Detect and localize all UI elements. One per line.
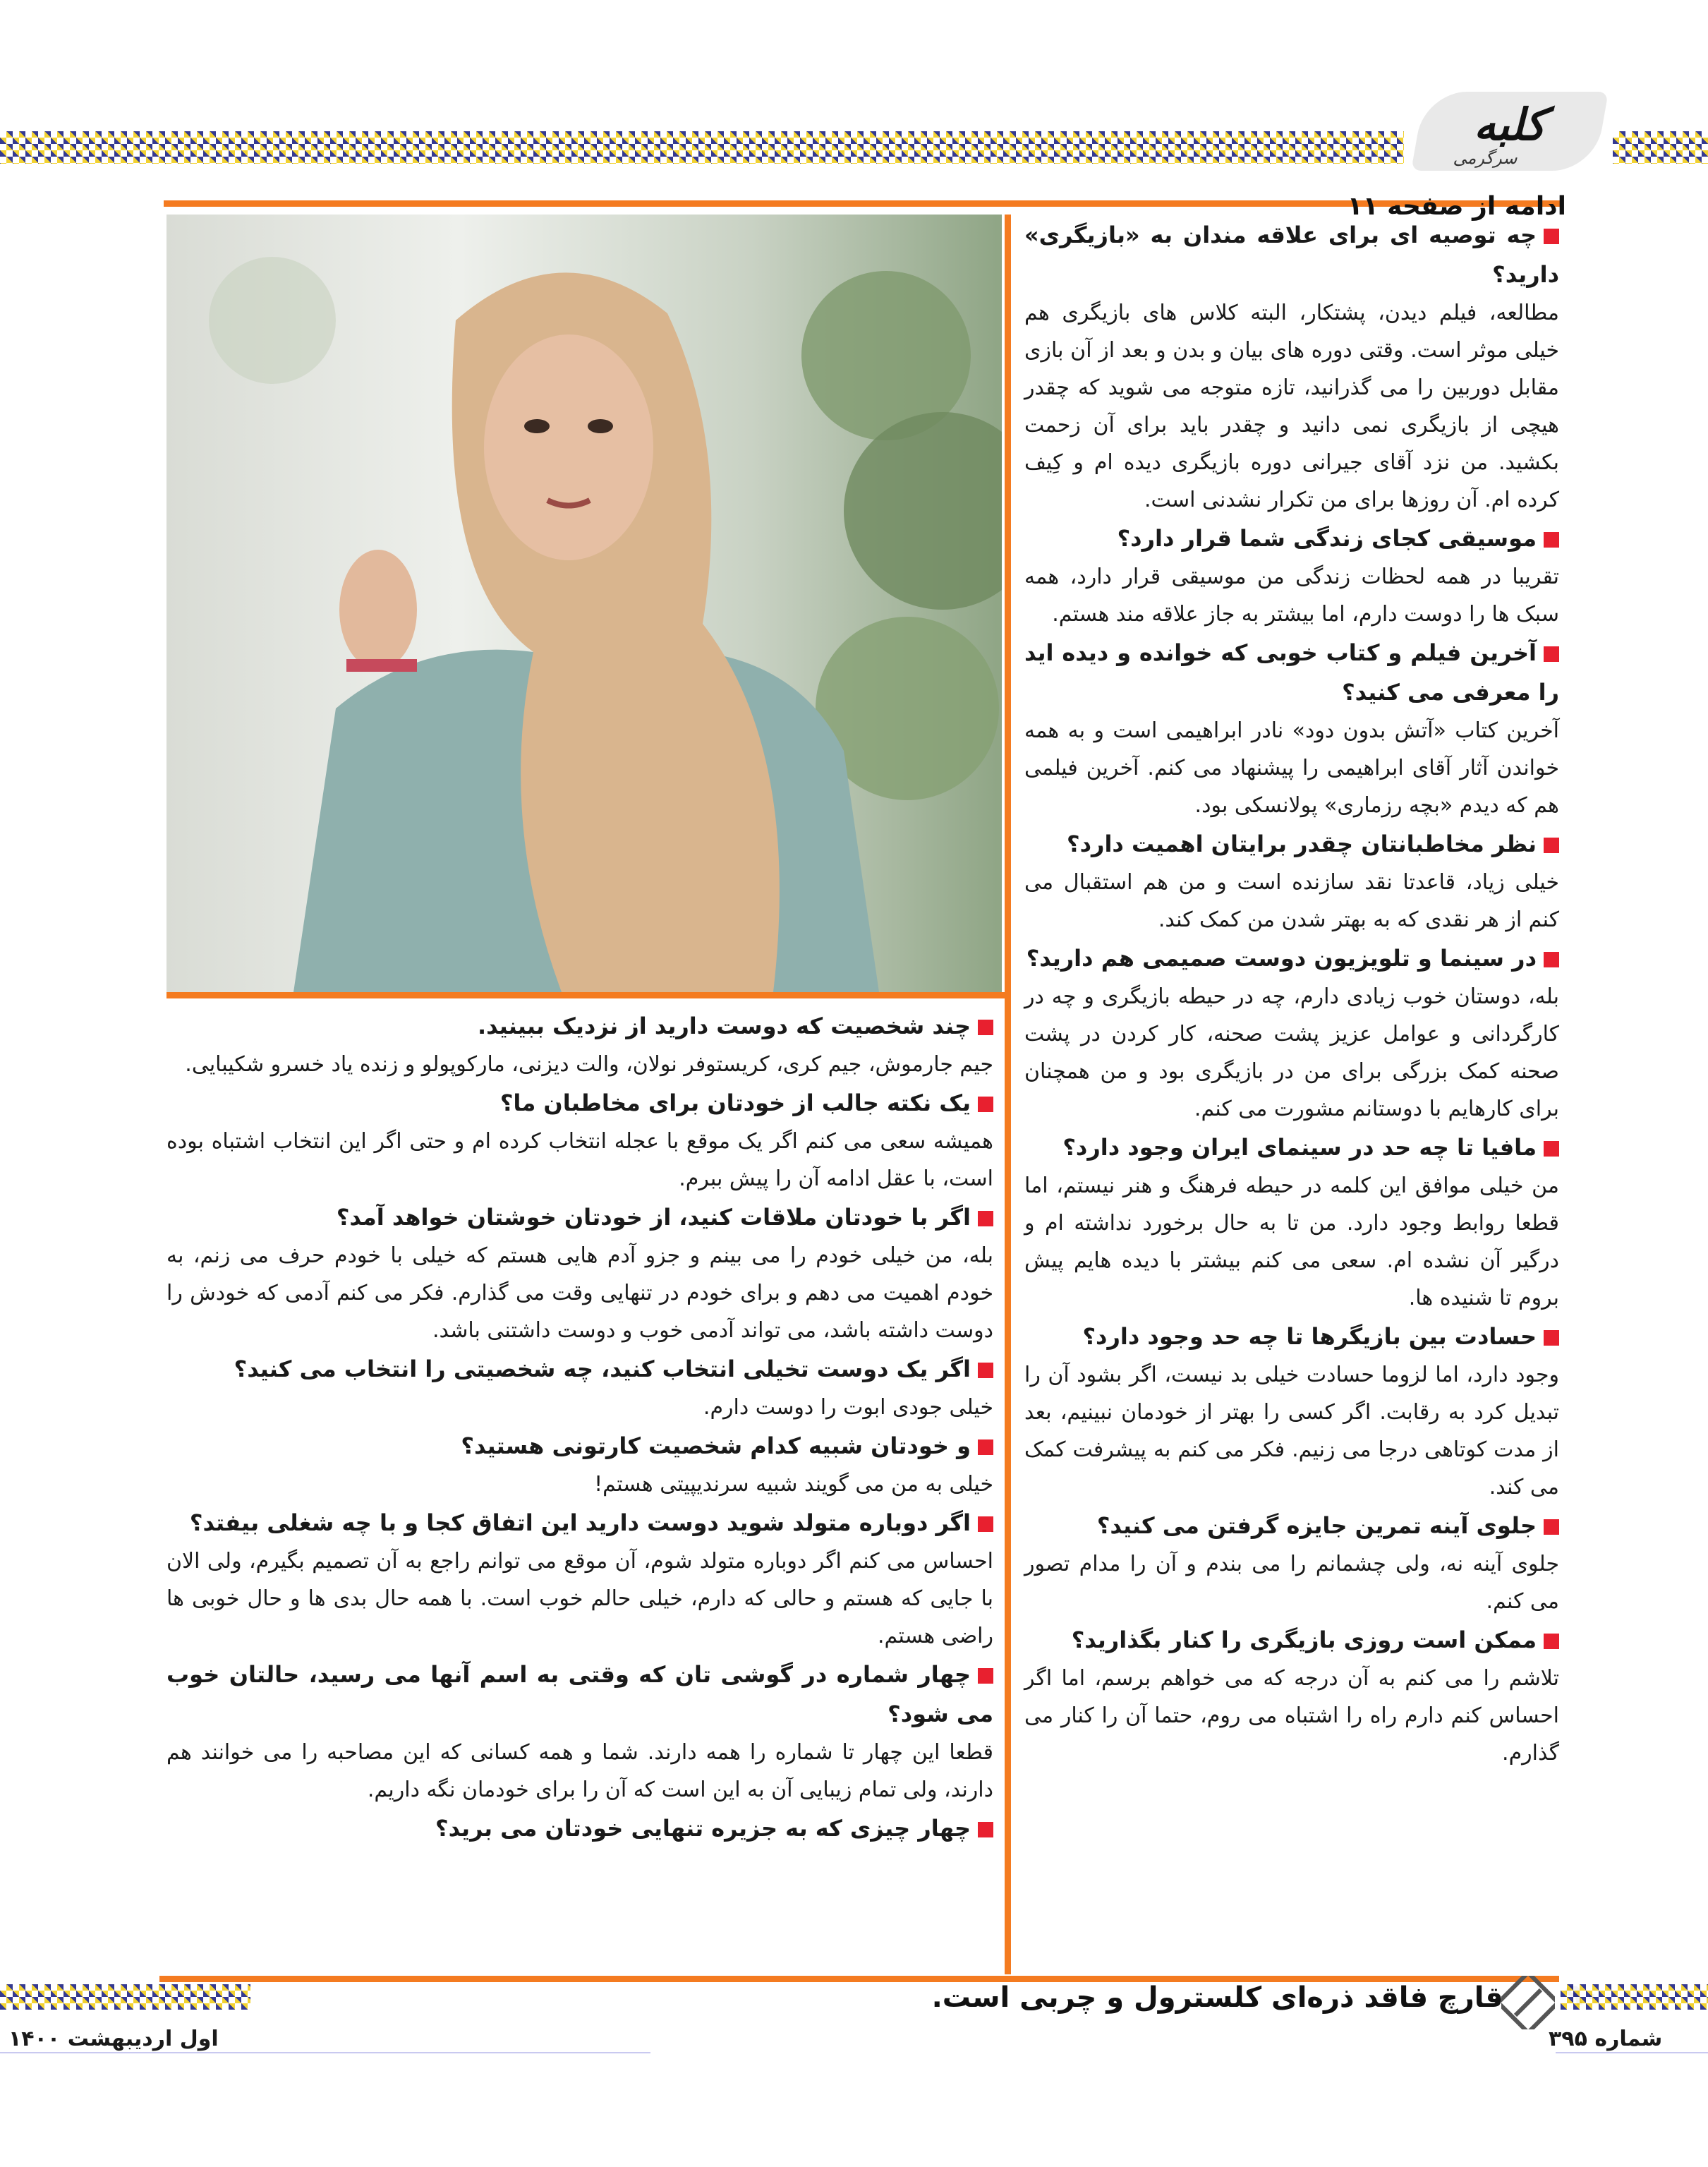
bullet-square-icon (1544, 532, 1559, 548)
bullet-square-icon (1544, 1634, 1559, 1649)
answer: خیلی جودی ابوت را دوست دارم. (703, 1395, 993, 1420)
question: چه توصیه ای برای علاقه مندان به «بازیگری» دارید؟ (1024, 222, 1559, 288)
issue-number: شماره ۳۹۵ (1549, 2027, 1663, 2051)
issue-date: اول اردیبهشت ۱۴۰۰ (8, 2027, 219, 2051)
portrait-illustration (166, 215, 1002, 992)
question: اگر یک دوست تخیلی انتخاب کنید، چه شخصیتی را انتخاب می کنید؟ (166, 1349, 993, 1389)
answer: مطالعه، فیلم دیدن، پشتکار، البته کلاس های بازیگری هم خیلی موثر است. وقتی دوره های بیان و بدن و بعد از آن بازی مقابل دوربین را می گذرانید، تازه متوجه می شوید که چقدر هیچی از بازیگری نمی دانید و چقدر باید برای آن زحمت بکشید. من نزد آقای جیرانی دوره بازیگری دیده ام و کِیف کرده ام. آن روزها برای من تکرار نشدنی است. (1024, 301, 1559, 512)
bullet-square-icon (1544, 229, 1559, 244)
answer: بله، دوستان خوب زیادی دارم، چه در حیطه بازیگری و چه در کارگردانی و عوامل عزیز پشت صحنه، کار کردن در پشت صحنه کمک بزرگی برای من در بازیگری بود و من همچنان برای کارهایم با دوستانم مشورت می کنم. (1024, 984, 1559, 1121)
answer: خیلی زیاد، قاعدتا نقد سازنده است و من هم استقبال می کنم از هر نقدی که به بهتر شدن من کمک کند. (1024, 870, 1559, 932)
bullet-square-icon (1544, 1330, 1559, 1346)
answer: آخرین کتاب «آتش بدون دود» نادر ابراهیمی است و به همه خواندن آثار آقای ابراهیمی را پیشنهاد می کنم. آخرین فیلمی هم که دیدم «بچه رزماری» پولانسکی بود. (1024, 718, 1559, 818)
answer: تقریبا در همه لحظات زندگی من موسیقی قرار دارد، همه سبک ها را دوست دارم، اما بیشتر به جاز علاقه مند هستم. (1024, 565, 1559, 627)
bullet-square-icon (1544, 646, 1559, 662)
continuation-label: ادامه از صفحه ۱۱ (1347, 192, 1566, 221)
bullet-square-icon (978, 1097, 993, 1112)
bullet-square-icon (978, 1516, 993, 1532)
header-checker-strip-right (1613, 131, 1708, 164)
answer: تلاشم را می کنم به آن درجه که می خواهم برسم، اما اگر احساس کنم دارم راه را اشتباه می روم، حتما آن را کنار می گذارم. (1024, 1666, 1559, 1765)
bullet-square-icon (978, 1363, 993, 1378)
question: موسیقی کجای زندگی شما قرار دارد؟ (1024, 519, 1559, 558)
question: نظر مخاطبانتان چقدر برایتان اهمیت دارد؟ (1024, 824, 1559, 864)
column-divider (1005, 215, 1011, 1974)
right-column (1024, 215, 1559, 1772)
question: اگر دوباره متولد شوید دوست دارید این اتفاق کجا و با چه شغلی بیفتد؟ (166, 1503, 993, 1543)
answer: وجود دارد، اما لزوما حسادت خیلی بد نیست، اگر بشود آن را تبدیل کرد به رقابت. اگر کسی را بهتر از خودمان نبینیم، بعد از مدت کوتاهی درجا می زنیم. فکر می کنم به پیشرفت کمک می کند. (1024, 1363, 1559, 1499)
question: در سینما و تلویزیون دوست صمیمی هم دارید؟ (1024, 938, 1559, 978)
bullet-square-icon (978, 1211, 993, 1226)
answer: احساس می کنم اگر دوباره متولد شوم، آن موقع می توانم راجع به آن تصمیم بگیرم، ولی الان با جایی که هستم و حالی که دارم، خیلی حالم خوب است. با همه حال بدی ها و حال خوبی ها راضی هستم. (166, 1549, 993, 1648)
bullet-square-icon (1544, 1519, 1559, 1535)
question: ممکن است روزی بازیگری را کنار بگذارید؟ (1024, 1620, 1559, 1660)
question: اگر با خودتان ملاقات کنید، از خودتان خوشتان خواهد آمد؟ (166, 1197, 993, 1237)
header-checker-strip-left (0, 131, 1404, 164)
portrait-photo (166, 215, 1002, 992)
answer: بله، من خیلی خودم را می بینم و جزو آدم هایی هستم که خیلی با خودم حرف می زنم، به خودم اهمیت می دهم و برای خودم در تنهایی وقت می گذارم. فکر می کنم آدمی که خودش را دوست داشته باشد، می تواند آدمی خوب و دوست داشتنی باشد. (166, 1243, 993, 1343)
question: چهار چیزی که به جزیره تنهایی خودتان می برید؟ (166, 1809, 993, 1848)
section-logo-title: کلبه (1474, 99, 1546, 150)
footer-checker-strip-left (0, 1984, 250, 2010)
footer-checker-strip-right (1561, 1984, 1708, 2010)
question: مافیا تا چه حد در سینمای ایران وجود دارد؟ (1024, 1128, 1559, 1167)
footer-tagline: قارچ فاقد ذره‌ای کلسترول و چربی است. (931, 1981, 1503, 2014)
bullet-square-icon (1544, 952, 1559, 967)
left-column (166, 1006, 993, 1848)
bullet-square-icon (1544, 1141, 1559, 1157)
answer: قطعا این چهار تا شماره را همه دارند. شما و همه کسانی که این مصاحبه را می خوانند هم دارند، ولی تمام زیبایی آن به این است که آن را برای خودمان نگه داریم. (166, 1740, 993, 1802)
answer: خیلی به من می گویند شبیه سرندیپیتی هستم! (594, 1472, 993, 1497)
photo-bottom-rule (166, 992, 1005, 998)
question: چهار شماره در گوشی تان که وقتی به اسم آنها می رسید، حالتان خوب می شود؟ (166, 1661, 993, 1727)
answer: همیشه سعی می کنم اگر یک موقع با عجله انتخاب کرده ام و حتی اگر این انتخاب اشتباه بوده است، با عقل ادامه آن را پیش ببرم. (166, 1129, 993, 1191)
question: چند شخصیت که دوست دارید از نزدیک ببینید. (166, 1006, 993, 1046)
bullet-square-icon (978, 1439, 993, 1455)
bullet-square-icon (978, 1668, 993, 1684)
answer: جلوی آینه نه، ولی چشمانم را می بندم و آن را مدام تصور می کنم. (1024, 1552, 1559, 1614)
pencil-logo-icon (1501, 1976, 1555, 2029)
bullet-square-icon (1544, 838, 1559, 853)
question: آخرین فیلم و کتاب خوبی که خوانده و دیده اید را معرفی می کنید؟ (1024, 639, 1559, 706)
footer-line-left (0, 2052, 650, 2053)
section-logo-subtitle: سرگرمی (1453, 148, 1518, 168)
question: حسادت بین بازیگرها تا چه حد وجود دارد؟ (1024, 1317, 1559, 1356)
footer-line-right (1556, 2052, 1708, 2053)
answer: من خیلی موافق این کلمه در حیطه فرهنگ و هنر نیستم، اما قطعا روابط وجود دارد. من تا به حال برخورد نداشته ام و درگیر آن نشده ام. سعی می کنم بیشتر با دیده هایم پیش بروم تا شنیده ها. (1024, 1173, 1559, 1310)
answer: جیم جارموش، جیم کری، کریستوفر نولان، والت دیزنی، مارکوپولو و زنده یاد خسرو شکیبایی. (185, 1052, 993, 1077)
bullet-square-icon (978, 1822, 993, 1837)
question: یک نکته جالب از خودتان برای مخاطبان ما؟ (166, 1083, 993, 1123)
question: جلوی آینه تمرین جایزه گرفتن می کنید؟ (1024, 1506, 1559, 1545)
question: و خودتان شبیه کدام شخصیت کارتونی هستید؟ (166, 1426, 993, 1466)
bullet-square-icon (978, 1020, 993, 1035)
